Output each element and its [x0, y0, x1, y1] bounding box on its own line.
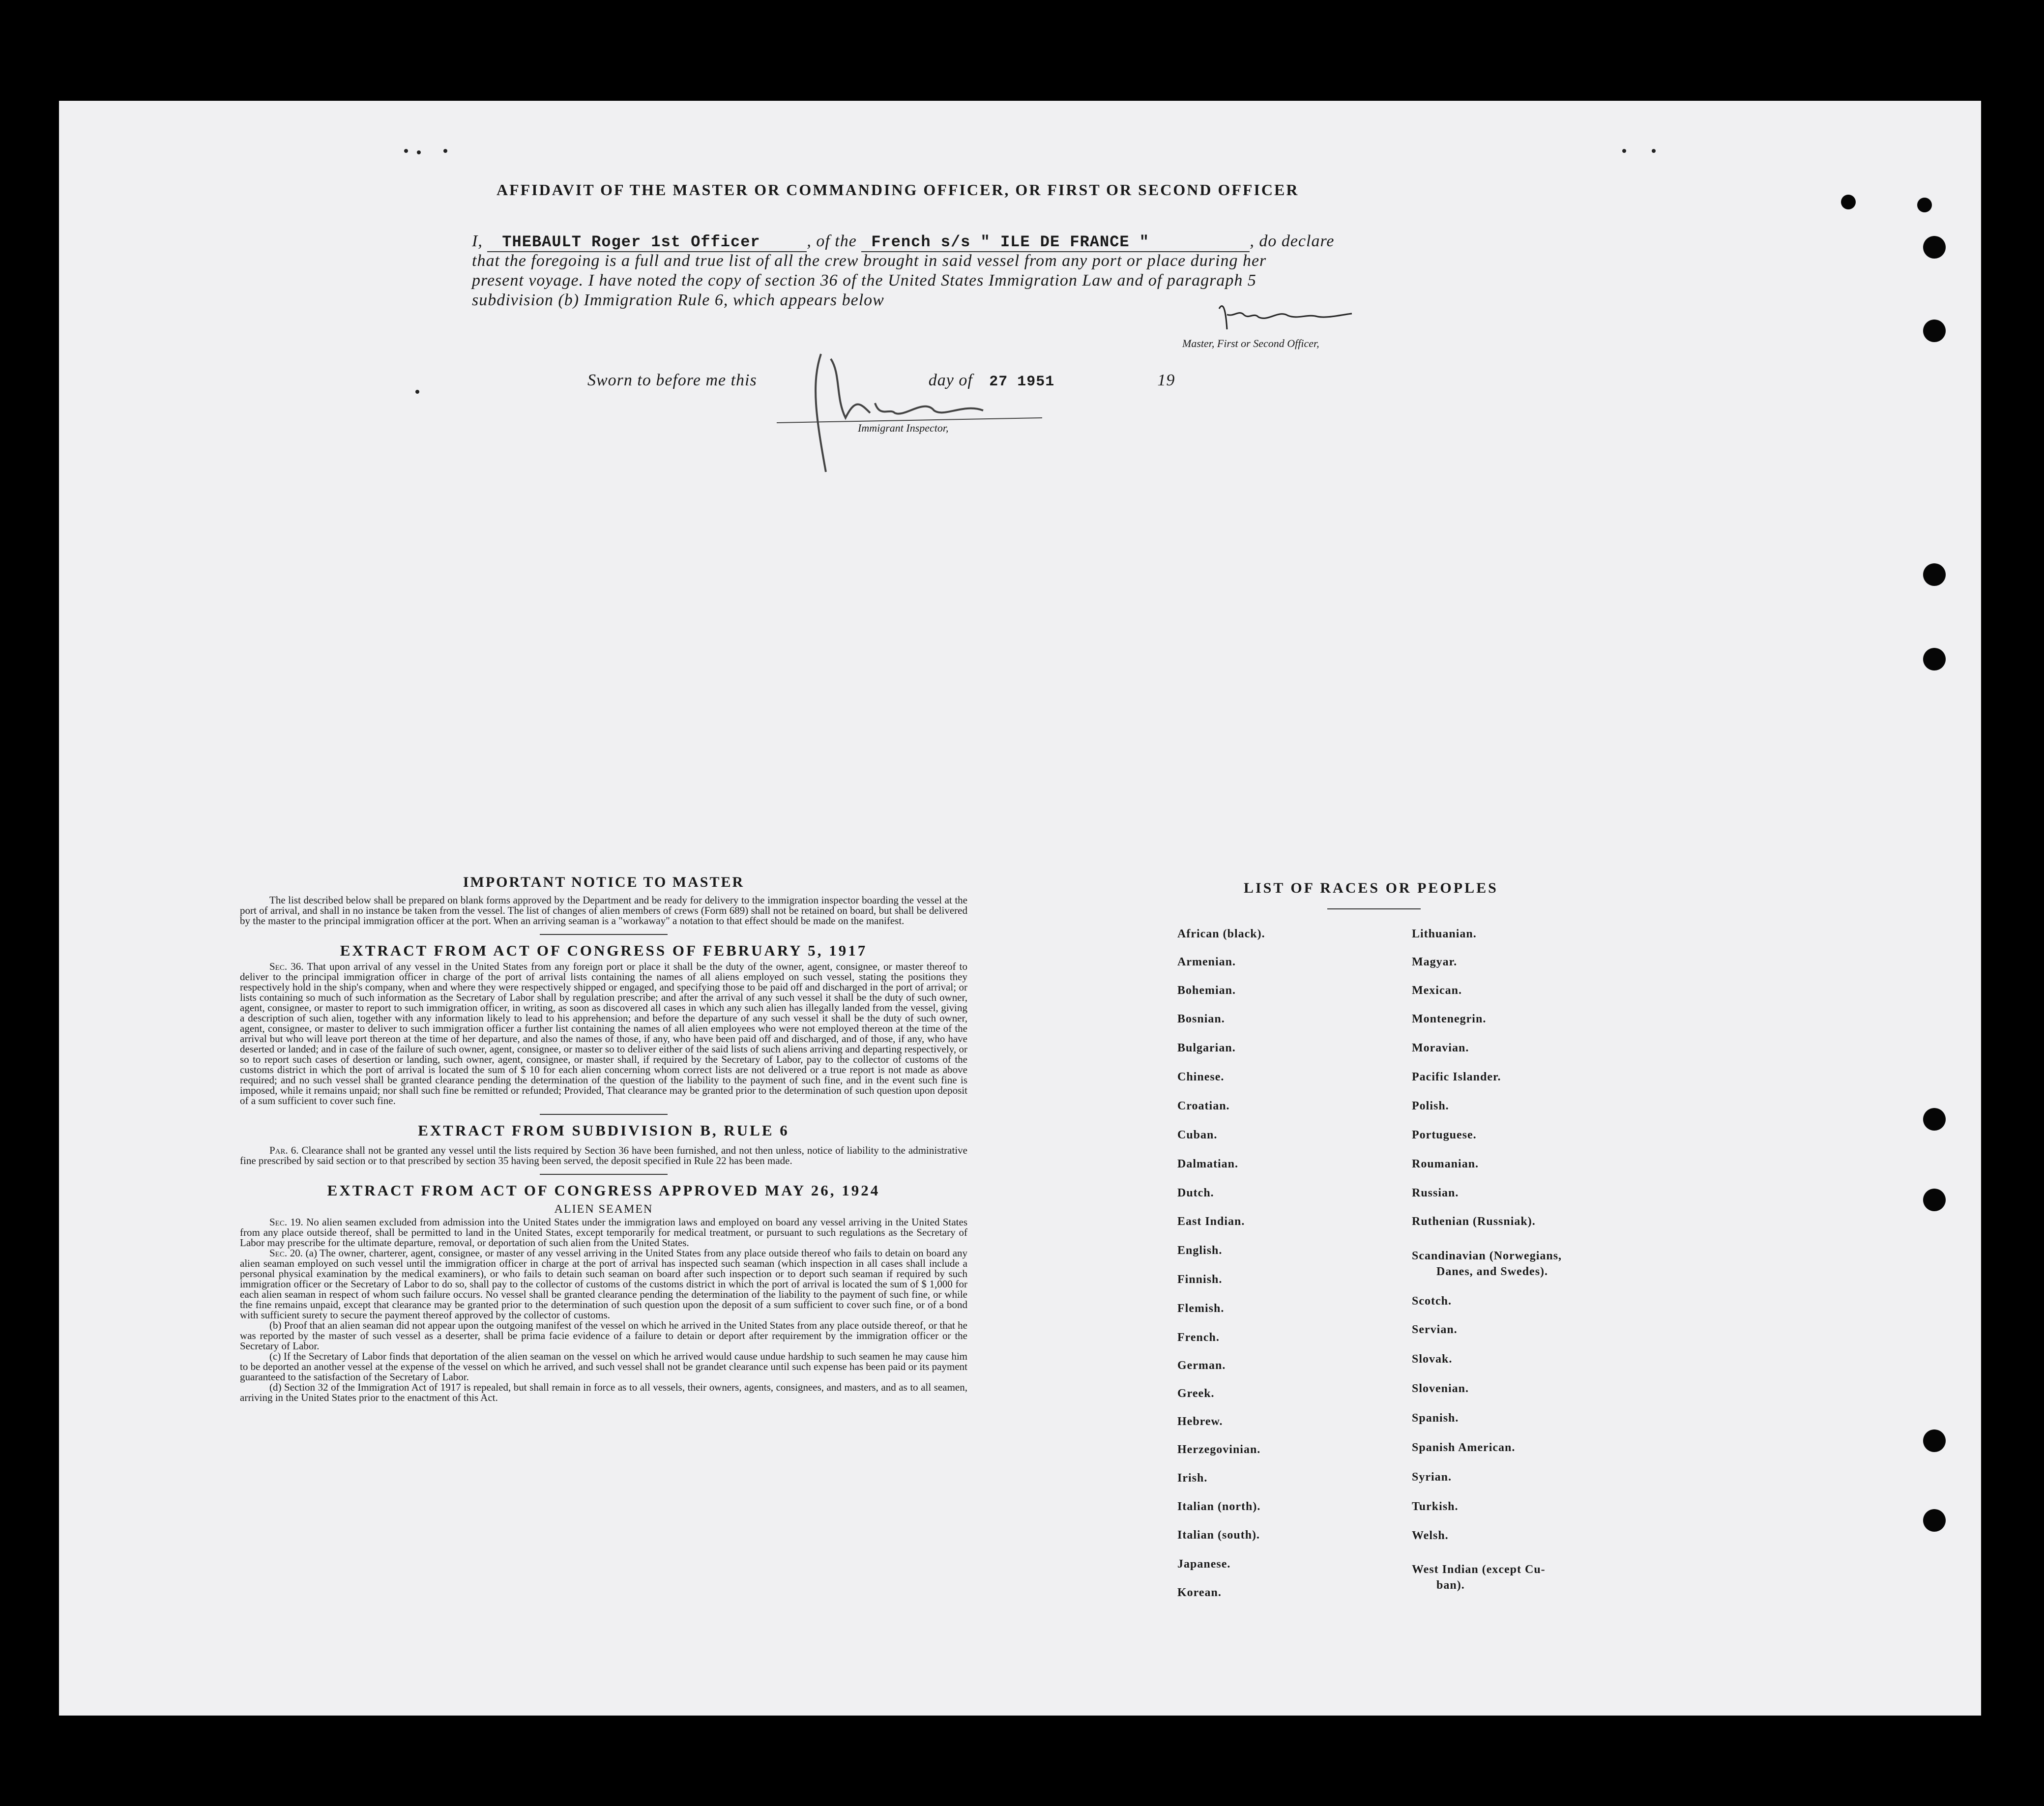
sworn-year: 19: [1157, 371, 1175, 389]
section-36-label: Sec. 36.: [269, 961, 304, 972]
notice-column: [240, 873, 967, 1403]
speck: [443, 149, 447, 153]
divider: [540, 1114, 668, 1115]
extract-rule-6-title: EXTRACT FROM SUBDIVISION B, RULE 6: [418, 1122, 789, 1139]
race-item: Scandinavian (Norwegians,: [1412, 1250, 1562, 1262]
race-item: Moravian.: [1412, 1042, 1469, 1054]
extract-1917-title: EXTRACT FROM ACT OF CONGRESS OF FEBRUARY 5, 1917: [340, 942, 868, 959]
race-item: Russian.: [1412, 1187, 1459, 1199]
race-item: Montenegrin.: [1412, 1013, 1487, 1025]
officer-name: THEBAULT Roger 1st Officer: [487, 233, 807, 252]
sworn-prefix: Sworn to before me this: [587, 371, 757, 389]
punch-hole: [1923, 320, 1946, 342]
speck: [1622, 149, 1626, 153]
sworn-date-stamp: 27 1951: [989, 374, 1055, 390]
section-20-label: Sec. 20.: [269, 1247, 303, 1259]
race-item: German.: [1177, 1359, 1226, 1372]
section-19-label: Sec. 19.: [269, 1216, 303, 1228]
race-item: English.: [1177, 1244, 1223, 1257]
section-20-c: (c) If the Secretary of Labor finds that deportation of the alien seaman on the vessel on which he arrived would cause undue hardship to such seamen he may cause him to be deported an another vessel at the expense of the vessel on which he arrived, and such vessel shall not be grandet clearance until such expense has been paid or its payment guaranteed to the satisfaction of the Secretary of Labor.: [240, 1350, 967, 1383]
race-item: Turkish.: [1412, 1500, 1459, 1513]
speck: [1652, 149, 1656, 153]
race-item: Dutch.: [1177, 1187, 1214, 1199]
affidavit-prefix: I,: [472, 232, 483, 250]
punch-hole: [1923, 236, 1946, 259]
race-item: Pacific Islander.: [1412, 1071, 1501, 1083]
affidavit-line-4: subdivision (b) Immigration Rule 6, which appears below: [472, 291, 884, 309]
sworn-day-of: day of: [928, 371, 973, 389]
notice-title: IMPORTANT NOTICE TO MASTER: [463, 874, 745, 890]
affidavit-title: AFFIDAVIT OF THE MASTER OR COMMANDING OFFICER, OR FIRST OR SECOND OFFICER: [496, 181, 1299, 199]
race-item: Spanish American.: [1412, 1441, 1516, 1454]
affidavit-of-the: , of the: [807, 232, 857, 250]
punch-hole: [1917, 198, 1932, 212]
paragraph-6-text: Clearance shall not be granted any vessel until the lists required by Section 36 have been furnished, and not then unless, notice of liability to the administrative fine prescribed by said section or to that prescribed by section 35 having been served, the deposit specified in Rule 22 has been made.: [240, 1144, 967, 1166]
divider: [540, 934, 668, 935]
alien-seamen-subtitle: ALIEN SEAMEN: [554, 1203, 653, 1216]
section-19-body: [240, 1217, 967, 1248]
race-item: Herzegovinian.: [1177, 1443, 1261, 1456]
punch-hole: [1923, 648, 1946, 670]
race-item: Greek.: [1177, 1387, 1215, 1400]
race-item: Slovenian.: [1412, 1382, 1469, 1395]
race-item: Finnish.: [1177, 1273, 1223, 1286]
race-item: Bosnian.: [1177, 1013, 1225, 1025]
race-item: Portuguese.: [1412, 1129, 1477, 1141]
race-item: Roumanian.: [1412, 1158, 1479, 1170]
affidavit-declare: , do declare: [1250, 232, 1335, 250]
speck: [415, 390, 419, 394]
race-item: West Indian (except Cu-: [1412, 1563, 1546, 1576]
race-item: Croatian.: [1177, 1100, 1230, 1112]
punch-hole: [1923, 1189, 1946, 1211]
race-item: Danes, and Swedes).: [1436, 1265, 1548, 1278]
affidavit-line-3: present voyage. I have noted the copy of section 36 of the United States Immigration Law and of paragraph 5: [472, 271, 1256, 290]
race-item: Cuban.: [1177, 1129, 1218, 1141]
race-item: Italian (north).: [1177, 1500, 1261, 1513]
race-item: Irish.: [1177, 1472, 1208, 1485]
race-item: Spanish.: [1412, 1412, 1459, 1425]
inspector-caption: Immigrant Inspector,: [858, 422, 949, 434]
officer-signature: [1209, 295, 1357, 339]
race-item: Korean.: [1177, 1586, 1222, 1599]
race-item: Bulgarian.: [1177, 1042, 1236, 1054]
race-item: Mexican.: [1412, 984, 1462, 997]
affidavit-line-1: [472, 232, 1335, 252]
speck: [417, 150, 421, 154]
race-item: Magyar.: [1412, 956, 1458, 968]
race-item: ban).: [1436, 1579, 1465, 1592]
paragraph-6-label: Par. 6.: [269, 1144, 299, 1156]
race-item: East Indian.: [1177, 1215, 1245, 1228]
race-item: Italian (south).: [1177, 1529, 1260, 1542]
race-item: Scotch.: [1412, 1295, 1452, 1308]
section-19-text: No alien seamen excluded from admission into the United States under the immigration laws and employed on board any vessel arriving in the United States from any place outside thereof, shall be permitted to land in the United States, except temporarily for medical treatment, or pursuant to such regulations as the Secretary of Labor may prescribe for the ultimate departure, removal, or deportation of such alien from the United States.: [240, 1216, 967, 1249]
race-item: Welsh.: [1412, 1529, 1449, 1542]
signer-caption: Master, First or Second Officer,: [1182, 337, 1319, 350]
section-20-a: [240, 1248, 967, 1320]
section-20-b: (b) Proof that an alien seaman did not appear upon the outgoing manifest of the vessel on which he arrived in the United States from any place outside thereof, or that he was reported by the master of such vessel as a deserter, shall be prima facie evidence of a failure to detain or deport after requirement by the immigration officer or the Secretary of Labor.: [240, 1319, 967, 1352]
section-36-text: That upon arrival of any vessel in the United States from any foreign port or place it shall be the duty of the owner, agent, consignee, or master thereof to deliver to the principal immigration officer in charge of the port of arrival lists containing the names of all aliens employed on such vessel, stating the positions they respectively hold in the ship's company, when and where they were respectively shipped or engaged, and specifying those to be paid off and discharged in the port of arrival; or lists containing so much of such information as the Secretary of Labor shall by regulation prescribe; and after the arrival of any such vessel it shall be the duty of such owner, agent, consignee, or master to report to such immigration officer, in writing, as soon as discovered all cases in which any such alien has illegally landed from the vessel, giving a description of such alien, together with any information likely to lead to his apprehension; and before the departure of any such vessel it shall be the duty of such owner, agent, consignee, or master to deliver to such immigration officer a further list containing the names of all alien employees who were not employed thereon at the time of the arrival but who will leave port thereon at the time of her departure, and also the names of those, if any, who have been paid off and discharged, and of those, if any, who have deserted or landed; and in case of the failure of such owner, agent, consignee, or master so to deliver either of the said lists of such aliens arriving and departing respectively, or so to report such cases of desertion or landing, such owner, agent, consignee, or master shall, if required by the Secretary of Labor, pay to the collector of customs of the customs district in which the port of arrival is located the sum of $ 10 for each alien concerning whom correct lists are not delivered or a true report is not made as above required; and no such vessel shall be granted clearance pending the determination of the question of the liability to the payment of such fine, and in the event such fine is imposed, while it remains unpaid; nor shall such fine be remitted or refunded; Provided, That clearance may be granted prior to the determination of such question upon deposit of a sum sufficient to cover such fine.: [240, 961, 967, 1107]
race-item: Japanese.: [1177, 1558, 1231, 1571]
race-item: African (black).: [1177, 928, 1265, 940]
speck: [404, 149, 408, 153]
punch-hole: [1923, 563, 1946, 586]
affidavit-line-2: that the foregoing is a full and true list of all the crew brought in said vessel from any port or place during her: [472, 252, 1267, 270]
race-item: Ruthenian (Russniak).: [1412, 1215, 1536, 1228]
extract-rule-6-body: [240, 1145, 967, 1166]
race-item: Slovak.: [1412, 1353, 1453, 1366]
notice-body: The list described below shall be prepared on blank forms approved by the Department and be ready for delivery to the immigration inspector boarding the vessel at the port of arrival, and shall in no instance be taken from the vessel. The list of changes of alien members of crews (Form 689) shall not be retained on board, but shall be delivered by the master to the principal immigration officer at the port. When an arriving seaman is a "workaway" a notation to that effect should be made on the manifest.: [240, 894, 967, 927]
race-item: Armenian.: [1177, 956, 1236, 968]
section-20-a-text: (a) The owner, charterer, agent, consignee, or master of any vessel arriving in the United States from any place outside thereof who fails to detain on board any alien seaman employed on such vessel until the immigration officer in charge at the port of arrival has inspected such seaman (which inspection in all cases shall include a personal physical examination by the medical examiners), or who fails to detain such seaman on board after such inspection or to deport such seaman if required by such immigration officer or the Secretary of Labor to do so, shall pay to the collector of customs of the customs district in which the port of arrival is located the sum of $ 1,000 for each alien seaman in respect of whom such failure occurs. No vessel shall be granted clearance pending the determination of the liability to the payment of such fine, or while the fine remains unpaid, except that clearance may be granted prior to the determination of such question upon the deposit of a sum sufficient to cover such fine, or of a bond with sufficient surety to secure the payment thereof approved by the collector of customs.: [240, 1247, 968, 1321]
race-item: Flemish.: [1177, 1302, 1225, 1315]
race-item: Chinese.: [1177, 1071, 1225, 1083]
punch-hole: [1923, 1108, 1946, 1131]
races-title: LIST OF RACES OR PEOPLES: [1244, 880, 1498, 896]
race-item: Polish.: [1412, 1100, 1449, 1112]
race-item: Dalmatian.: [1177, 1158, 1238, 1170]
race-item: Syrian.: [1412, 1471, 1452, 1484]
section-20-d: (d) Section 32 of the Immigration Act of 1917 is repealed, but shall remain in force as to all vessels, their owners, agents, consignees, and masters, and as to all seamen, arriving in the United States prior to the enactment of this Act.: [240, 1381, 967, 1403]
race-item: Servian.: [1412, 1323, 1458, 1336]
punch-hole: [1923, 1509, 1946, 1532]
race-item: Bohemian.: [1177, 984, 1236, 997]
race-item: Hebrew.: [1177, 1415, 1223, 1428]
extract-1924-title: EXTRACT FROM ACT OF CONGRESS APPROVED MAY 26, 1924: [327, 1182, 880, 1199]
races-divider: [1327, 908, 1421, 909]
punch-hole: [1841, 195, 1856, 209]
vessel-name: French s/s " ILE DE FRANCE ": [861, 233, 1250, 252]
punch-hole: [1923, 1429, 1946, 1452]
inspector-signature: [777, 344, 1055, 477]
extract-1917-body: [240, 961, 967, 1106]
divider: [540, 1174, 668, 1175]
race-item: French.: [1177, 1331, 1220, 1344]
race-item: Lithuanian.: [1412, 928, 1477, 940]
